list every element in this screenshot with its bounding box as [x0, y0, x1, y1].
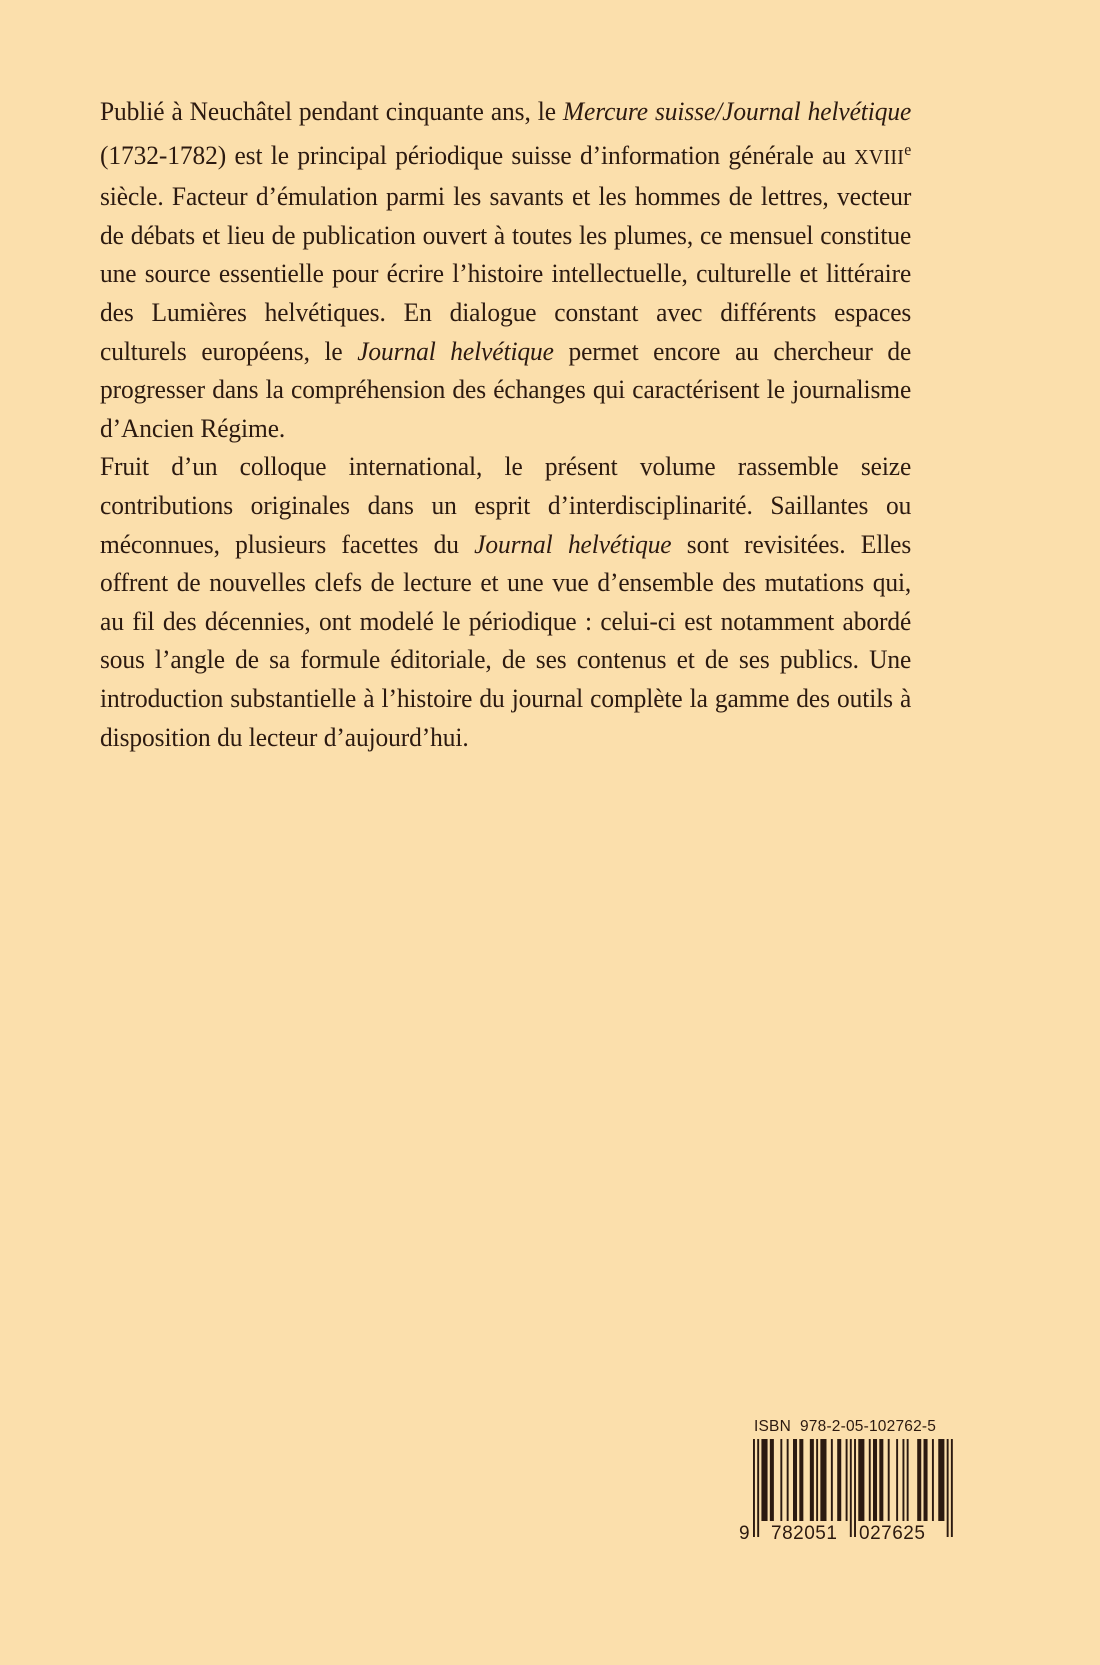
- blurb-p1-century-numeral: XVIII: [854, 146, 905, 169]
- isbn-number: 978-2-05-102762-5: [799, 1418, 937, 1435]
- barcode-digits: [739, 1523, 953, 1545]
- isbn-label: ISBN: [754, 1418, 791, 1435]
- blurb-text-block: [100, 92, 945, 756]
- blurb-p2-seg-1: Fruit d’un colloque international, le présent volume rassemble seize contributions originales dans un esprit d’interdisciplinarité. Saillantes ou méconnues, plusieurs facettes du: [100, 451, 912, 559]
- blurb-p1-century-ordinal-suffix: e: [904, 139, 912, 159]
- barcode-digit-group-left: 9: [739, 1523, 751, 1544]
- blurb-p2-seg-3: sont revisitées. Elles offrent de nouvelles clefs de lecture et une vue d’ensemble des mutations qui, au fil des décennies, ont modelé le périodique : celui-ci est notamment abordé sous l’angle de sa formule éditoriale, de ses contenus et de ses publics. Une introduction substantielle à l’histoire du journal complète la gamme des outils à disposition du lecteur d’aujourd’hui.: [100, 528, 912, 752]
- isbn-text-line: [754, 1418, 953, 1436]
- ean13-barcode: [739, 1439, 953, 1544]
- isbn-barcode-block: [739, 1418, 953, 1544]
- blurb-p2-title-journal-helvetique: Journal helvétique: [474, 528, 672, 559]
- blurb-p1-seg-8: permet encore au chercheur de progresser dans la compréhension des échanges qui caractérisent le journalisme d’Ancien Régime.: [100, 335, 912, 443]
- blurb-p1-title-mercure-suisse: Mercure suisse/Journal helvétique: [562, 96, 912, 126]
- barcode-digit-group-right: 027625: [859, 1523, 926, 1544]
- blurb-paragraph-2: [100, 447, 911, 756]
- barcode-digit-group-middle: 782051: [771, 1523, 838, 1544]
- blurb-p1-seg-1: Publié à Neuchâtel pendant cinquante ans, le: [100, 96, 563, 126]
- blurb-p1-seg-3: (1732-1782) est le principal périodique suisse d’information générale au: [100, 139, 855, 170]
- blurb-p1-title-journal-helvetique: Journal helvétique: [357, 335, 554, 366]
- blurb-p1-seg-6: siècle. Facteur d’émulation parmi les savants et les hommes de lettres, vecteur de débats et lieu de publication ouvert à toutes les plumes, ce mensuel constitue une source essentielle pour écrire l’histoire intellectuelle, culturelle et littéraire des Lumières helvétiques. En dialogue constant avec différents espaces culturels européens, le: [100, 181, 912, 366]
- blurb-paragraph-1: [100, 92, 911, 447]
